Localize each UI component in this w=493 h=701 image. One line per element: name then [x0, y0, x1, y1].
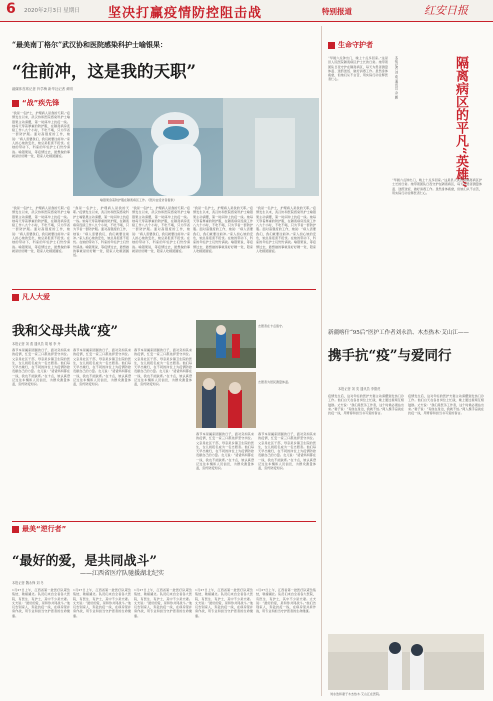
right-kicker-2: 新疆喀什“95后”医护工作者刘永浩、木杰热木·艾山江—— [328, 330, 469, 336]
page-number: 6 [6, 1, 16, 17]
paper-logo: 红安日报 [424, 4, 468, 17]
right-photo [328, 634, 484, 690]
masthead [0, 0, 493, 22]
lead-kicker: “最美南丁格尔”武汉协和医院感染科护士喻银果： [12, 40, 168, 49]
right-body1-col1: “早晨六点钟出门，晚上十点多回家。”这是县人民医院隔离病区护士长的日常。她带领团队日夜守护在隔离病区，每天为患者测量体温、送药送饭、做好消毒工作。虽然身体疲惫，但她们从不言苦，用实际行动诠释医者仁心。 [328, 56, 388, 82]
middle-byline: 本报记者 刘 燕 通讯员 胡 敏 李 丹 [12, 342, 61, 346]
lead-title: “往前冲，这是我的天职” [12, 62, 196, 81]
right-body1-col2: “早晨六点钟出门，晚上十点多回家。”这是县人民医院隔离病区护士长的日常。她带领团队日夜守护在隔离病区，每天为患者测量体温、送药送饭、做好消毒工作。虽然身体疲惫，但她们从不言苦，用实际行动诠释医者仁心。 [392, 178, 482, 195]
lead-subhead: “战”疾先锋 [12, 98, 59, 108]
middle-body-col2: 春节本是阖家团圆的日子，面对突如其来的疫情，红安一家三口都选择坚守岗位。父亲是社区干部，母亲是乡镇卫生院的医生，女儿则报名成为一名志愿者。他们每天早出晚归，在不同的岗位上为疫情防控贡献自己的力量。女儿说：“爸爸妈妈都在一线，我也不能缺席。”在卡点，她认真登记过往车辆和人员信息，为群众测量体温，宣传防疫知识。 [73, 348, 131, 387]
middle-body-col3: 春节本是阖家团圆的日子，面对突如其来的疫情，红安一家三口都选择坚守岗位。父亲是社区干部，母亲是乡镇卫生院的医生，女儿则报名成为一名志愿者。他们每天早出晚归，在不同的岗位上为疫情防控贡献自己的力量。女儿说：“爸爸妈妈都在一线，我也不能缺席。”在卡点，她认真登记过往车辆和人员信息，为群众测量体温，宣传防疫知识。 [134, 348, 192, 387]
right-subhead: 生命守护者 [328, 40, 373, 50]
bottom-body-col1: 1月27日上午，江西省第一批医疗队紧急集结，驰援湖北。队员们来自全省各大医院，有医生、有护士，其中不少是夫妻。丈夫说：“最好的爱，是和你共同战斗。”他们告别家人，奔赴抗疫一线，在病房里并肩作战，用专业和担当守护患者的生命健康。 [12, 588, 70, 618]
banner-title: 坚决打赢疫情防控阻击战 [108, 6, 263, 21]
right-author-column: 本报记者 刘 欢 通讯员 余 鹏 [394, 56, 398, 99]
section-rule-2 [12, 521, 316, 522]
lead-body-col4: “我是一名护士，护理病人是我的天职。”疫情发生以来，武汉协和医院感染科护士喻银果主动请缨，第一时间冲上抗疫一线。她每天穿着厚重的防护服，在隔离病房连续工作八九个小时，不吃不喝，只为节省一套防护服。面对高强度的工作，她说：“病人需要我们，我们就要往前冲。”家人担心她的安危，她总是报喜不报忧。在她的带动下，科室的年轻护士们纷纷请战。喻银果说，等疫情过去，最想做的事就是好好睡一觉，陪家人吃顿团圆饭。 [132, 206, 190, 253]
lead-body-col3: “我是一名护士，护理病人是我的天职。”疫情发生以来，武汉协和医院感染科护士喻银果主动请缨，第一时间冲上抗疫一线。她每天穿着厚重的防护服，在隔离病房连续工作八九个小时，不吃不喝，只为节省一套防护服。面对高强度的工作，她说：“病人需要我们，我们就要往前冲。”家人担心她的安危，她总是报喜不报忧。在她的带动下，科室的年轻护士们纷纷请战。喻银果说，等疫情过去，最想做的事就是好好睡一觉，陪家人吃顿团圆饭。 [73, 206, 129, 258]
lead-body-col2: “我是一名护士，护理病人是我的天职。”疫情发生以来，武汉协和医院感染科护士喻银果主动请缨，第一时间冲上抗疫一线。她每天穿着厚重的防护服，在隔离病房连续工作八九个小时，不吃不喝，只为节省一套防护服。面对高强度的工作，她说：“病人需要我们，我们就要往前冲。”家人担心她的安危，她总是报喜不报忧。在她的带动下，科室的年轻护士们纷纷请战。喻银果说，等疫情过去，最想做的事就是好好睡一觉，陪家人吃顿团圆饭。 [12, 206, 70, 253]
right-body2-col2: 疫情发生后，这对年轻的医护夫妻主动请缨到发热门诊工作。他们白天在各自岗位上忙碌，晚上通过视频互相鼓励。丈夫说：“我们是医务工作者，这个时候必须站出来。”妻子说：“有他在身边，我就不怕。”两人携手奋战在抗疫一线，用青春和担当书写爱的誓言。 [408, 394, 484, 416]
section-label: 特别报道 [322, 7, 352, 16]
lead-photo-caption: 喻银果身着防护服在隔离病区工作。（图片由受访者提供） [100, 198, 177, 202]
lead-photo [73, 98, 319, 196]
middle-photo-1 [196, 320, 256, 368]
date-line: 2020年2月3日 星期日 [24, 8, 80, 14]
right-byline-2: 本报记者 刘 奕 通讯员 李德虎 [338, 387, 381, 391]
bottom-body-col2: 1月27日上午，江西省第一批医疗队紧急集结，驰援湖北。队员们来自全省各大医院，有医生、有护士，其中不少是夫妻。丈夫说：“最好的爱，是和你共同战斗。”他们告别家人，奔赴抗疫一线，在病房里并肩作战，用专业和担当守护患者的生命健康。 [73, 588, 131, 618]
middle-title: 我和父母共战“疫” [12, 324, 118, 339]
lead-body-col5: “我是一名护士，护理病人是我的天职。”疫情发生以来，武汉协和医院感染科护士喻银果主动请缨，第一时间冲上抗疫一线。她每天穿着厚重的防护服，在隔离病房连续工作八九个小时，不吃不喝，只为节省一套防护服。面对高强度的工作，她说：“病人需要我们，我们就要往前冲。”家人担心她的安危，她总是报喜不报忧。在她的带动下，科室的年轻护士们纷纷请战。喻银果说，等疫情过去，最想做的事就是好好睡一觉，陪家人吃顿团圆饭。 [193, 206, 253, 253]
lead-byline: 融媒体首席记者 肖学梅 新华社记者 黄明 [12, 87, 73, 91]
lead-body-col6: “我是一名护士，护理病人是我的天职。”疫情发生以来，武汉协和医院感染科护士喻银果主动请缨，第一时间冲上抗疫一线。她每天穿着厚重的防护服，在隔离病房连续工作八九个小时，不吃不喝，只为节省一套防护服。面对高强度的工作，她说：“病人需要我们，我们就要往前冲。”家人担心她的安危，她总是报喜不报忧。在她的带动下，科室的年轻护士们纷纷请战。喻银果说，等疫情过去，最想做的事就是好好睡一觉，陪家人吃顿团圆饭。 [256, 206, 316, 253]
right-title-2: 携手抗“疫”与爱同行 [328, 348, 452, 364]
section-rule-1 [12, 289, 316, 290]
middle-photo-2 [196, 372, 256, 428]
bottom-body-col3: 1月27日上午，江西省第一批医疗队紧急集结，驰援湖北。队员们来自全省各大医院，有医生、有护士，其中不少是夫妻。丈夫说：“最好的爱，是和你共同战斗。”他们告别家人，奔赴抗疫一线，在病房里并肩作战，用专业和担当守护患者的生命健康。 [134, 588, 192, 618]
bottom-subtitle: ——江西省医疗队驰援湖北纪实 [80, 570, 165, 577]
right-vertical-title: 隔离病区的平凡“英雄” [453, 56, 468, 188]
bottom-body-col4: 1月27日上午，江西省第一批医疗队紧急集结，驰援湖北。队员们来自全省各大医院，有医生、有护士，其中不少是夫妻。丈夫说：“最好的爱，是和你共同战斗。”他们告别家人，奔赴抗疫一线，在病房里并肩作战，用专业和担当守护患者的生命健康。 [195, 588, 253, 618]
right-body2-col1: 疫情发生后，这对年轻的医护夫妻主动请缨到发热门诊工作。他们白天在各自岗位上忙碌，晚上通过视频互相鼓励。丈夫说：“我们是医务工作者，这个时候必须站出来。”妻子说：“有他在身边，我就不怕。”两人携手奋战在抗疫一线，用青春和担当书写爱的誓言。 [328, 394, 404, 416]
middle-subhead: 凡人大爱 [12, 292, 50, 302]
right-column-divider [321, 26, 322, 696]
right-photo-caption: 刘永浩和妻子木杰热木·艾山江在医院。 [330, 692, 382, 696]
bottom-byline: 本报记者 魏永锋 刘 冬 [12, 581, 44, 585]
middle-body-col1: 春节本是阖家团圆的日子，面对突如其来的疫情，红安一家三口都选择坚守岗位。父亲是社区干部，母亲是乡镇卫生院的医生，女儿则报名成为一名志愿者。他们每天早出晚归，在不同的岗位上为疫情防控贡献自己的力量。女儿说：“爸爸妈妈都在一线，我也不能缺席。”在卡点，她认真登记过往车辆和人员信息，为群众测量体温，宣传防疫知识。 [12, 348, 70, 387]
bottom-body-col5: 1月27日上午，江西省第一批医疗队紧急集结，驰援湖北。队员们来自全省各大医院，有医生、有护士，其中不少是夫妻。丈夫说：“最好的爱，是和你共同战斗。”他们告别家人，奔赴抗疫一线，在病房里并肩作战，用专业和担当守护患者的生命健康。 [256, 588, 316, 614]
bottom-subhead: 最美“逆行者” [12, 524, 66, 534]
bottom-title: “最好的爱，是共同战斗” [12, 554, 157, 569]
middle-photo-caption-2: 志愿者为居民测量体温。 [258, 380, 292, 384]
middle-body-col5: 春节本是阖家团圆的日子，面对突如其来的疫情，红安一家三口都选择坚守岗位。父亲是社区干部，母亲是乡镇卫生院的医生，女儿则报名成为一名志愿者。他们每天早出晚归，在不同的岗位上为疫情防控贡献自己的力量。女儿说：“爸爸妈妈都在一线，我也不能缺席。”在卡点，她认真登记过往车辆和人员信息，为群众测量体温，宣传防疫知识。 [258, 432, 316, 471]
middle-body-col4: 春节本是阖家团圆的日子，面对突如其来的疫情，红安一家三口都选择坚守岗位。父亲是社区干部，母亲是乡镇卫生院的医生，女儿则报名成为一名志愿者。他们每天早出晚归，在不同的岗位上为疫情防控贡献自己的力量。女儿说：“爸爸妈妈都在一线，我也不能缺席。”在卡点，她认真登记过往车辆和人员信息，为群众测量体温，宣传防疫知识。 [196, 432, 254, 471]
middle-photo-caption-1: 志愿者在卡点值守。 [258, 324, 286, 328]
lead-body-col1: “我是一名护士，护理病人是我的天职。”疫情发生以来，武汉协和医院感染科护士喻银果主动请缨，第一时间冲上抗疫一线。她每天穿着厚重的防护服，在隔离病房连续工作八九个小时，不吃不喝，只为节省一套防护服。面对高强度的工作，她说：“病人需要我们，我们就要往前冲。”家人担心她的安危，她总是报喜不报忧。在她的带动下，科室的年轻护士们纷纷请战。喻银果说，等疫情过去，最想做的事就是好好睡一觉，陪家人吃顿团圆饭。 [12, 111, 70, 158]
